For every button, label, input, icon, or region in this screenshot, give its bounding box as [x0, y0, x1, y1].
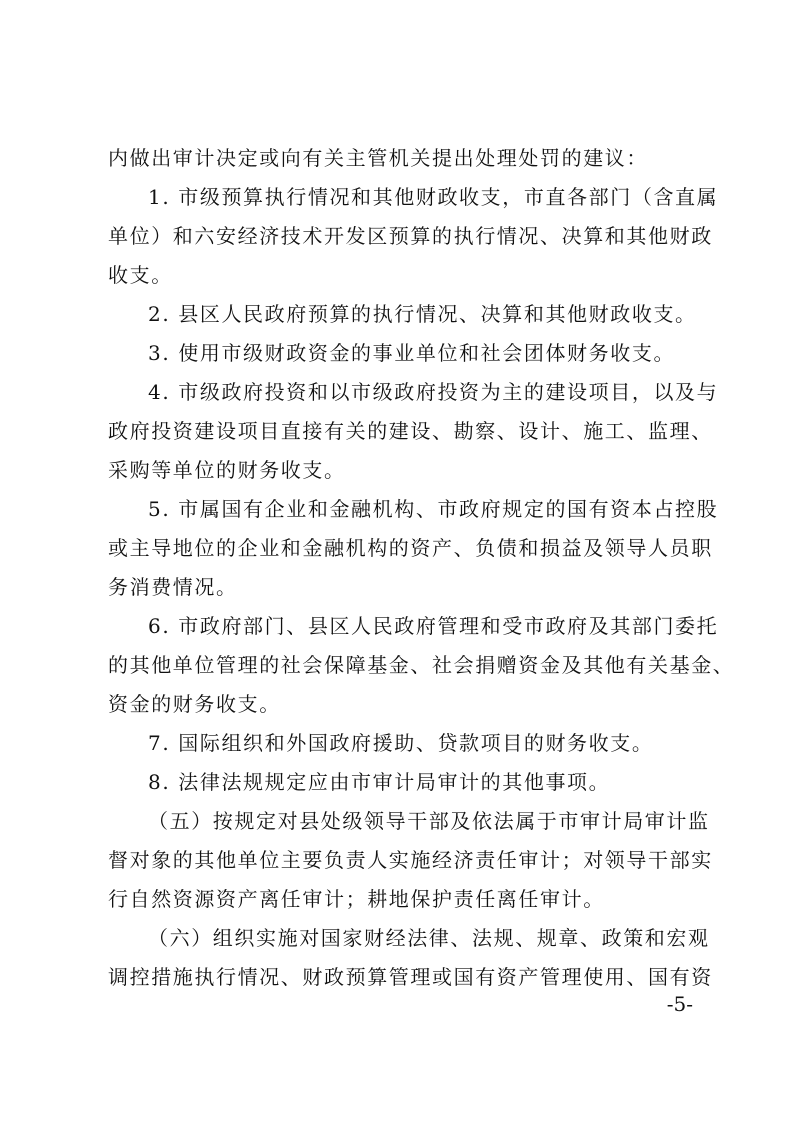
text-line: 收支。: [108, 263, 173, 287]
text-line: （六）组织实施对国家财经法律、法规、规章、政策和宏观: [148, 926, 710, 950]
text-line: 单位）和六安经济技术开发区预算的执行情况、决算和其他财政: [108, 224, 713, 248]
page-number: -5-: [666, 992, 693, 1016]
text-line: 2. 县区人民政府预算的执行情况、决算和其他财政收支。: [148, 302, 697, 326]
text-line: 政府投资建设项目直接有关的建设、勘察、设计、施工、监理、: [108, 419, 713, 443]
text-line: 调控措施执行情况、财政预算管理或国有资产管理使用、国有资: [108, 965, 713, 989]
text-line: 务消费情况。: [108, 575, 238, 599]
text-line: 3. 使用市级财政资金的事业单位和社会团体财务收支。: [148, 341, 676, 365]
text-line: 8. 法律法规规定应由市审计局审计的其他事项。: [148, 770, 611, 794]
text-line: （五）按规定对县处级领导干部及依法属于市审计局审计监: [148, 809, 710, 833]
text-line: 5. 市属国有企业和金融机构、市政府规定的国有资本占控股: [148, 497, 719, 521]
text-line: 行自然资源资产离任审计；耕地保护责任离任审计。: [108, 887, 605, 911]
text-line: 6. 市政府部门、县区人民政府管理和受市政府及其部门委托: [148, 614, 719, 638]
text-line: 4. 市级政府投资和以市级政府投资为主的建设项目，以及与: [148, 380, 719, 404]
text-line: 督对象的其他单位主要负责人实施经济责任审计；对领导干部实: [108, 848, 713, 872]
text-line: 或主导地位的企业和金融机构的资产、负债和损益及领导人员职: [108, 536, 713, 560]
text-line: 资金的财务收支。: [108, 692, 281, 716]
text-line: 采购等单位的财务收支。: [108, 458, 346, 482]
text-line: 的其他单位管理的社会保障基金、社会捐赠资金及其他有关基金、: [108, 653, 735, 677]
text-line: 7. 国际组织和外国政府援助、贷款项目的财务收支。: [148, 731, 654, 755]
text-line: 内做出审计决定或向有关主管机关提出处理处罚的建议：: [108, 146, 648, 170]
text-line: 1. 市级预算执行情况和其他财政收支，市直各部门（含直属: [148, 185, 719, 209]
